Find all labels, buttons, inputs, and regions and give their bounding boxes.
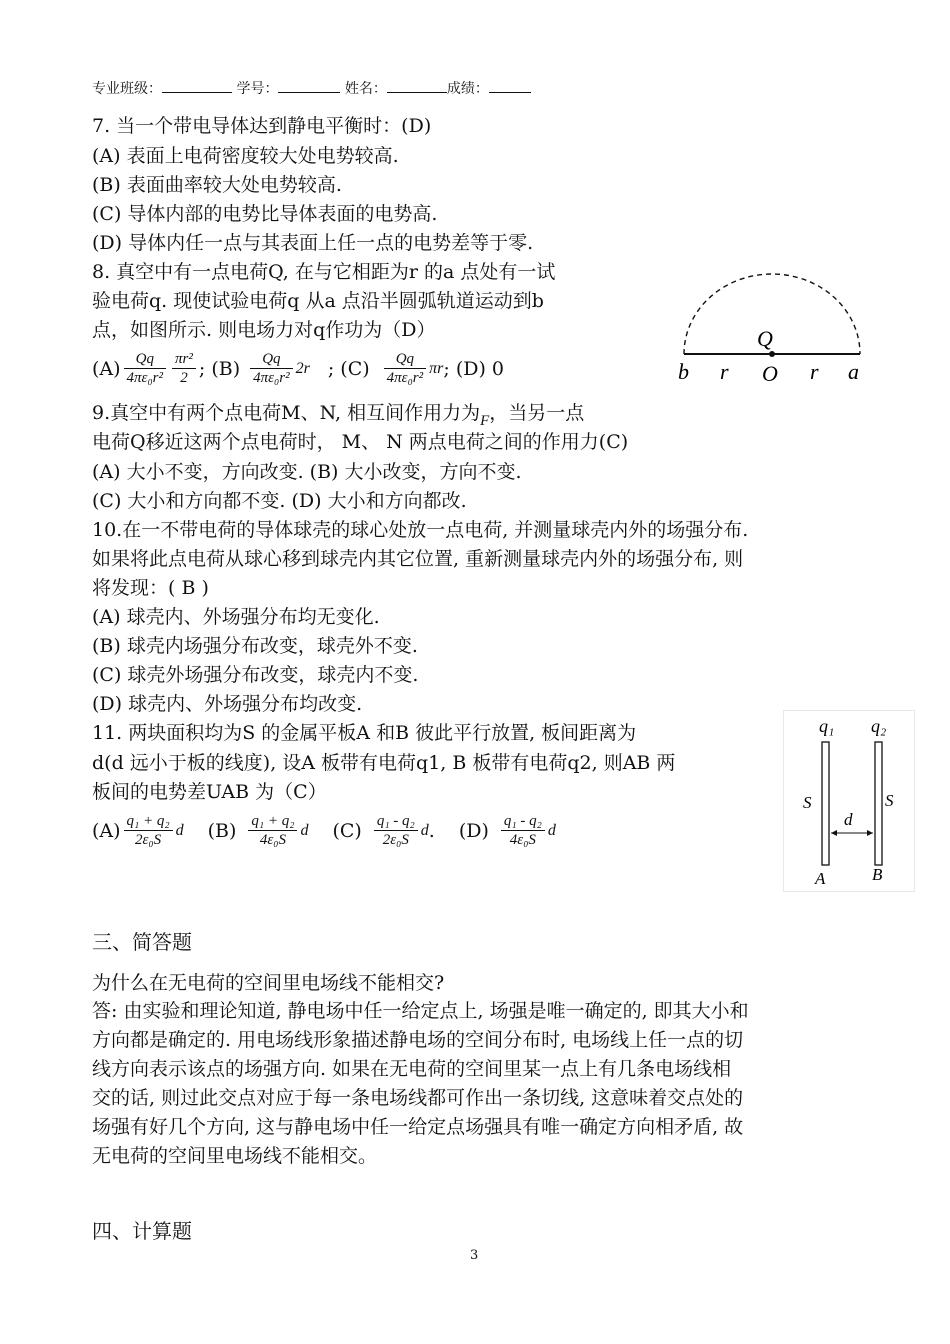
label-r-left: r: [720, 359, 729, 384]
q7-option-a: (A) 表面上电荷密度较大处电势较高.: [92, 145, 399, 167]
plate-B: [875, 742, 882, 865]
q9-options-cd: (C) 大小和方向都不变. (D) 大小和方向都改.: [92, 490, 467, 512]
q11-opt-d-fraction: $\frac{\text{q₁ - q₂}}{\text{4ε₀S}}$: [501, 812, 545, 849]
q8-opt-c-fraction: $\frac{Qq}{\text{4πε₀r²}}$: [384, 350, 426, 387]
q10-option-c: (C) 球壳外场强分布改变，球壳内不变.: [92, 664, 419, 686]
q10-line-3: 将发现：( B ): [92, 577, 209, 599]
class-blank: [162, 78, 232, 93]
q11-options: [92, 812, 556, 849]
q11-opt-c-period: .: [428, 819, 435, 842]
section-4-title: 四、计算题: [92, 1219, 192, 1243]
answer-line-1: 答: 由实验和理论知道, 静电场中任一给定点上, 场强是唯一确定的, 即其大小和: [92, 1000, 749, 1022]
student-info-header: [92, 78, 531, 98]
charge-Q-dot: [769, 351, 775, 357]
q7-option-c: (C) 导体内部的电势比导体表面的电势高.: [92, 203, 438, 225]
q11-opt-a-d: d: [175, 821, 184, 839]
q9-force-F: F: [480, 413, 490, 429]
q9-options-ab: (A) 大小不变，方向改变. (B) 大小改变，方向不变.: [92, 461, 522, 483]
q8-opt-a-fraction: $\frac{Qq}{\text{4πε₀r²}}$: [124, 350, 166, 387]
q9-line-1: [92, 400, 584, 428]
label-q1: q₁: [819, 716, 835, 736]
q11-opt-b-fraction: $\frac{\text{q₁ + q₂}}{\text{4ε₀S}}$: [248, 812, 297, 849]
q9-line-2: 电荷Q移近这两个点电荷时， M、 N 两点电荷之间的作用力(C): [92, 431, 629, 453]
q11-opt-b-label: (B): [207, 819, 237, 842]
answer-line-5: 场强有好几个方向, 这与静电场中任一给定点场强具有唯一确定方向相矛盾, 故: [92, 1116, 744, 1138]
q9-line-1-text: 9.真空中有两个点电荷M、N, 相互间作用力为: [92, 402, 481, 424]
plate-A: [822, 742, 829, 865]
q11-opt-b-d: d: [300, 821, 309, 839]
label-S-left: S: [803, 793, 812, 812]
label-d: d: [844, 810, 853, 829]
parallel-plates-figure: [783, 710, 915, 892]
student-id-blank: [278, 78, 340, 93]
q11-opt-c-label: (C): [332, 819, 362, 842]
label-B: B: [872, 865, 883, 884]
answer-line-6: 无电荷的空间里电场线不能相交。: [92, 1145, 378, 1167]
q8-opt-b-label: ; (B): [198, 357, 241, 380]
semicircle-path-figure: [672, 268, 872, 390]
answer-line-3: 线方向表示该点的场强方向. 如果在无电荷的空间里某一点上有几条电场线相: [92, 1058, 732, 1080]
label-O: O: [762, 361, 778, 386]
q8-opt-c-label: ; (C): [327, 357, 370, 380]
arrowhead-left: [831, 830, 837, 836]
q7-option-d: (D) 导体内任一点与其表面上任一点的电势差等于零.: [92, 232, 534, 254]
score-label: 成绩：: [446, 81, 489, 97]
q10-option-b: (B) 球壳内场强分布改变，球壳外不变.: [92, 635, 418, 657]
q8-opt-b-tail: 2r: [295, 359, 310, 377]
q10-option-d: (D) 球壳内、外场强分布均改变.: [92, 693, 363, 715]
q11-opt-a-fraction: $\frac{\text{q₁ + q₂}}{\text{2ε₀S}}$: [124, 812, 173, 849]
label-r-right: r: [810, 359, 819, 384]
q11-opt-a-label: (A): [92, 819, 121, 842]
q8-options: [92, 350, 504, 387]
q7-stem: 7. 当一个带电导体达到静电平衡时：(D): [92, 115, 432, 137]
page-number: 3: [470, 1248, 479, 1263]
q8-opt-b-fraction: $\frac{Qq}{\text{4πε₀r²}}$: [250, 350, 292, 387]
q11-opt-d-label: (D): [458, 819, 489, 842]
q8-line-3: 点，如图所示. 则电场力对q作功为（D）: [92, 319, 436, 341]
q10-option-a: (A) 球壳内、外场强分布均无变化.: [92, 606, 380, 628]
class-label: 专业班级：: [92, 81, 162, 97]
q11-line-2: d(d 远小于板的线度), 设A 板带有电荷q1, B 板带有电荷q2, 则AB 两: [92, 752, 676, 774]
q11-opt-c-fraction: $\frac{\text{q₁ - q₂}}{\text{2ε₀S}}$: [374, 812, 418, 849]
q10-line-2: 如果将此点电荷从球心移到球壳内其它位置, 重新测量球壳内外的场强分布, 则: [92, 548, 744, 570]
label-S-right: S: [885, 791, 894, 810]
q8-opt-a-fraction-2: $\frac{\text{πr²}}{2}$: [172, 350, 196, 387]
answer-line-4: 交的话, 则过此交点对应于每一条电场线都可作出一条切线, 这意味着交点处的: [92, 1087, 744, 1109]
q8-opt-d-label: ; (D) 0: [443, 357, 505, 380]
label-a: a: [848, 359, 859, 384]
short-answer-question: 为什么在无电荷的空间里电场线不能相交?: [92, 972, 445, 994]
name-label: 姓名：: [344, 81, 387, 97]
q7-option-b: (B) 表面曲率较大处电势较高.: [92, 174, 342, 196]
label-b: b: [678, 359, 689, 384]
q8-line-2: 验电荷q. 现使试验电荷q 从a 点沿半圆弧轨道运动到b: [92, 290, 544, 312]
q9-line-1-tail: ，当另一点: [489, 402, 585, 424]
section-3-title: 三、简答题: [92, 930, 192, 954]
answer-line-2: 方向都是确定的. 用电场线形象描述静电场的空间分布时, 电场线上任一点的切: [92, 1029, 744, 1051]
q8-line-1: 8. 真空中有一点电荷Q, 在与它相距为r 的a 点处有一试: [92, 261, 556, 283]
label-Q: Q: [757, 326, 773, 351]
score-blank: [489, 78, 531, 93]
arrowhead-right: [867, 830, 873, 836]
q11-line-3: 板间的电势差UAB 为（C）: [92, 781, 327, 803]
q11-line-1: 11. 两块面积均为S 的金属平板A 和B 彼此平行放置, 板间距离为: [92, 722, 637, 744]
q8-opt-c-tail: πr: [429, 359, 444, 377]
q8-opt-a-label: (A): [92, 357, 121, 380]
name-blank: [387, 78, 447, 93]
label-q2: q₂: [871, 716, 887, 736]
q11-opt-c-d: d: [420, 821, 429, 839]
student-id-label: 学号：: [236, 81, 279, 97]
q11-opt-d-d: d: [547, 821, 556, 839]
label-A: A: [815, 869, 826, 888]
q10-line-1: 10.在一不带电荷的导体球壳的球心处放一点电荷, 并测量球壳内外的场强分布.: [92, 519, 749, 541]
